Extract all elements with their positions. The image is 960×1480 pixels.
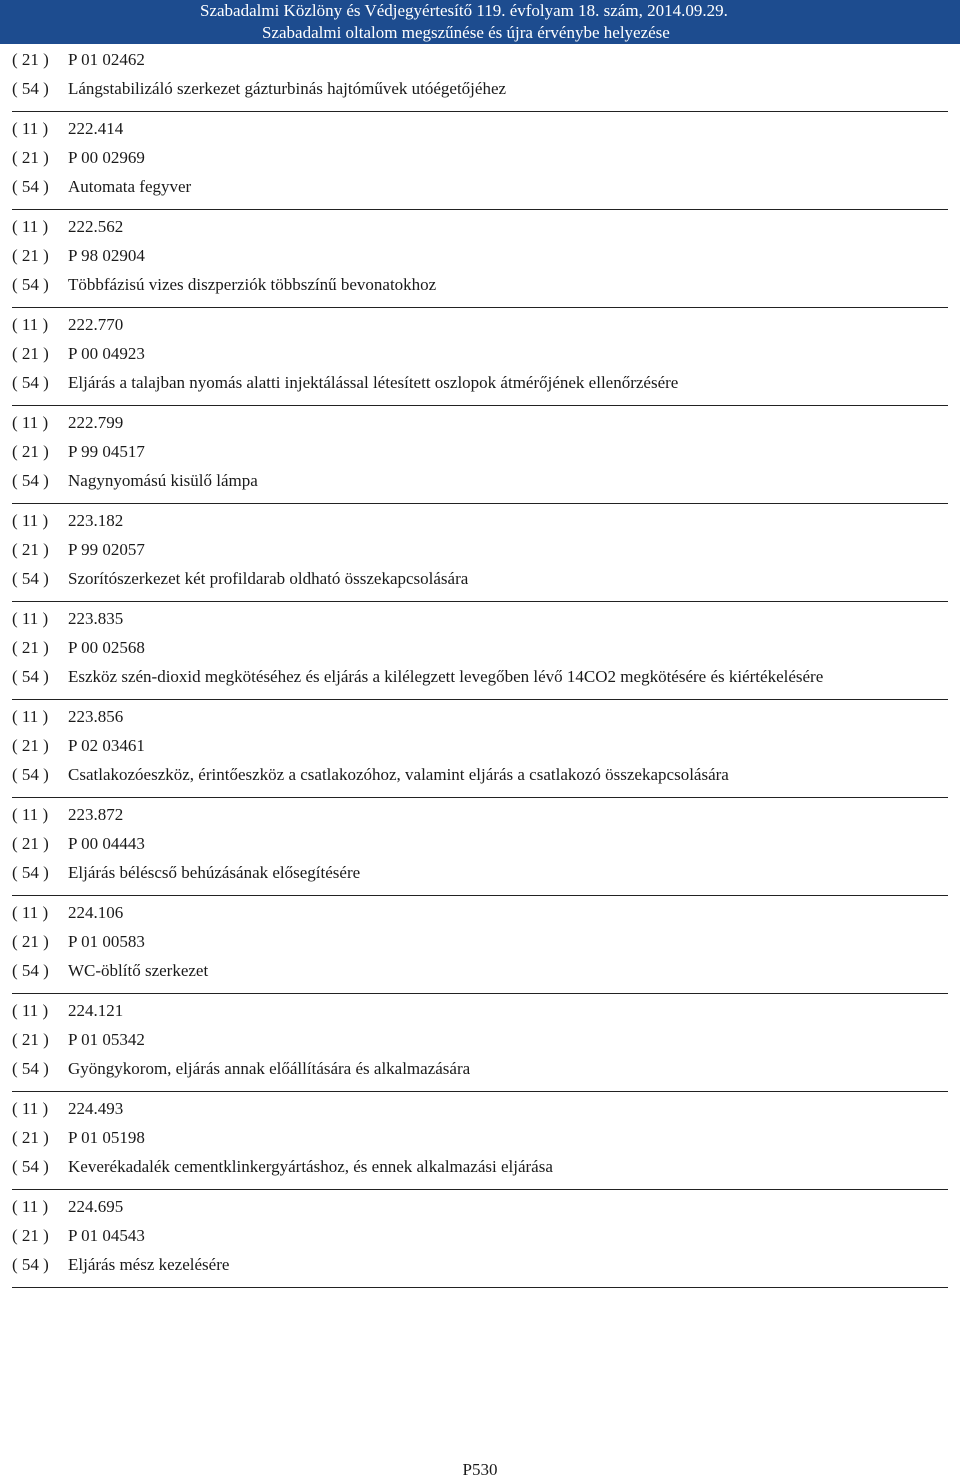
field-value: 222.414 bbox=[68, 119, 124, 138]
field-value: Lángstabilizáló szerkezet gázturbinás hajtóművek utóégetőjéhez bbox=[68, 79, 507, 98]
record-field-row bbox=[12, 702, 948, 731]
field-value: P 00 04443 bbox=[68, 834, 145, 853]
record-field-row bbox=[12, 662, 948, 691]
field-code: ( 11 ) bbox=[12, 413, 49, 432]
record-field-row bbox=[12, 466, 948, 495]
field-code: ( 21 ) bbox=[12, 344, 49, 363]
patent-record bbox=[12, 702, 948, 798]
publication-title: Szabadalmi Közlöny és Védjegyértesítő 119. évfolyam 18. szám, 2014.09.29. bbox=[200, 1, 728, 20]
field-code: ( 11 ) bbox=[12, 1001, 49, 1020]
page-header bbox=[0, 0, 960, 44]
record-field-row bbox=[12, 927, 948, 956]
field-code: ( 21 ) bbox=[12, 736, 49, 755]
field-value: P 01 04543 bbox=[68, 1226, 145, 1245]
record-field-row bbox=[12, 898, 948, 927]
field-value: 223.182 bbox=[68, 511, 124, 530]
field-value: 222.562 bbox=[68, 217, 124, 236]
record-field-row bbox=[12, 506, 948, 535]
field-code: ( 21 ) bbox=[12, 1128, 49, 1147]
field-code: ( 21 ) bbox=[12, 148, 49, 167]
field-value: 223.856 bbox=[68, 707, 124, 726]
field-code: ( 11 ) bbox=[12, 805, 49, 824]
field-code: ( 54 ) bbox=[12, 79, 49, 98]
field-code: ( 54 ) bbox=[12, 1059, 49, 1078]
field-value: WC-öblítő szerkezet bbox=[68, 961, 209, 980]
field-code: ( 21 ) bbox=[12, 1226, 49, 1245]
patent-record bbox=[12, 45, 948, 112]
field-code: ( 21 ) bbox=[12, 638, 49, 657]
field-code: ( 54 ) bbox=[12, 373, 49, 392]
field-value: P 99 04517 bbox=[68, 442, 145, 461]
field-value: Keverékadalék cementklinkergyártáshoz, és ennek alkalmazási eljárása bbox=[68, 1157, 553, 1176]
field-code: ( 21 ) bbox=[12, 932, 49, 951]
record-field-row bbox=[12, 564, 948, 593]
patent-record bbox=[12, 604, 948, 700]
patent-record-list bbox=[12, 45, 948, 1290]
field-value: 222.770 bbox=[68, 315, 124, 334]
field-code: ( 11 ) bbox=[12, 707, 49, 726]
patent-record bbox=[12, 898, 948, 994]
patent-record bbox=[12, 1192, 948, 1288]
patent-record bbox=[12, 408, 948, 504]
record-field-row bbox=[12, 604, 948, 633]
field-value: P 00 02568 bbox=[68, 638, 145, 657]
patent-record bbox=[12, 506, 948, 602]
record-field-row bbox=[12, 1054, 948, 1083]
field-value: 222.799 bbox=[68, 413, 124, 432]
record-field-row bbox=[12, 1094, 948, 1123]
field-code: ( 54 ) bbox=[12, 569, 49, 588]
field-value: Eljárás mész kezelésére bbox=[68, 1255, 230, 1274]
record-field-row bbox=[12, 368, 948, 397]
record-field-row bbox=[12, 74, 948, 103]
record-field-row bbox=[12, 270, 948, 299]
field-value: P 01 05198 bbox=[68, 1128, 145, 1147]
field-code: ( 54 ) bbox=[12, 471, 49, 490]
patent-record bbox=[12, 1094, 948, 1190]
record-field-row bbox=[12, 1152, 948, 1181]
field-value: Eljárás béléscső behúzásának elősegítésére bbox=[68, 863, 361, 882]
field-code: ( 54 ) bbox=[12, 863, 49, 882]
field-code: ( 11 ) bbox=[12, 119, 49, 138]
record-field-row bbox=[12, 858, 948, 887]
field-value: Automata fegyver bbox=[68, 177, 192, 196]
record-field-row bbox=[12, 1123, 948, 1152]
field-value: P 02 03461 bbox=[68, 736, 145, 755]
record-field-row bbox=[12, 241, 948, 270]
field-code: ( 21 ) bbox=[12, 834, 49, 853]
record-field-row bbox=[12, 535, 948, 564]
record-field-row bbox=[12, 212, 948, 241]
field-code: ( 11 ) bbox=[12, 1099, 49, 1118]
record-field-row bbox=[12, 956, 948, 985]
record-field-row bbox=[12, 1025, 948, 1054]
record-field-row bbox=[12, 829, 948, 858]
field-value: 224.121 bbox=[68, 1001, 124, 1020]
field-code: ( 11 ) bbox=[12, 1197, 49, 1216]
field-code: ( 21 ) bbox=[12, 246, 49, 265]
field-value: 224.493 bbox=[68, 1099, 124, 1118]
field-value: P 99 02057 bbox=[68, 540, 145, 559]
record-field-row bbox=[12, 1192, 948, 1221]
field-code: ( 11 ) bbox=[12, 217, 49, 236]
record-field-row bbox=[12, 633, 948, 662]
field-value: 224.695 bbox=[68, 1197, 124, 1216]
field-value: 224.106 bbox=[68, 903, 124, 922]
field-value: Eszköz szén-dioxid megkötéséhez és eljárás a kilélegzett levegőben lévő 14CO2 megkötésére és kiértékelésére bbox=[68, 667, 824, 686]
record-field-row bbox=[12, 408, 948, 437]
field-code: ( 54 ) bbox=[12, 961, 49, 980]
field-code: ( 54 ) bbox=[12, 177, 49, 196]
field-code: ( 54 ) bbox=[12, 275, 49, 294]
field-value: Nagynyomású kisülő lámpa bbox=[68, 471, 258, 490]
record-field-row bbox=[12, 800, 948, 829]
field-value: P 98 02904 bbox=[68, 246, 145, 265]
field-code: ( 54 ) bbox=[12, 765, 49, 784]
record-field-row bbox=[12, 143, 948, 172]
record-field-row bbox=[12, 996, 948, 1025]
field-value: P 00 04923 bbox=[68, 344, 145, 363]
field-code: ( 11 ) bbox=[12, 511, 49, 530]
field-code: ( 11 ) bbox=[12, 903, 49, 922]
field-value: Szorítószerkezet két profildarab oldható összekapcsolására bbox=[68, 569, 469, 588]
field-value: Gyöngykorom, eljárás annak előállítására és alkalmazására bbox=[68, 1059, 471, 1078]
record-field-row bbox=[12, 1250, 948, 1279]
page-number: P530 bbox=[462, 1460, 498, 1479]
record-field-row bbox=[12, 1221, 948, 1250]
record-field-row bbox=[12, 437, 948, 466]
field-code: ( 21 ) bbox=[12, 540, 49, 559]
field-value: 223.835 bbox=[68, 609, 124, 628]
field-value: Csatlakozóeszköz, érintőeszköz a csatlakozóhoz, valamint eljárás a csatlakozó összekapcsolására bbox=[68, 765, 729, 784]
field-value: Eljárás a talajban nyomás alatti injektálással létesített oszlopok átmérőjének ellenőrzésére bbox=[68, 373, 679, 392]
patent-record bbox=[12, 310, 948, 406]
patent-record bbox=[12, 212, 948, 308]
field-code: ( 54 ) bbox=[12, 1157, 49, 1176]
patent-record bbox=[12, 114, 948, 210]
field-code: ( 54 ) bbox=[12, 1255, 49, 1274]
field-code: ( 21 ) bbox=[12, 1030, 49, 1049]
field-value: 223.872 bbox=[68, 805, 124, 824]
field-code: ( 21 ) bbox=[12, 50, 49, 69]
section-title: Szabadalmi oltalom megszűnése és újra érvénybe helyezése bbox=[262, 23, 670, 42]
field-code: ( 11 ) bbox=[12, 315, 49, 334]
patent-record bbox=[12, 996, 948, 1092]
record-field-row bbox=[12, 731, 948, 760]
field-value: Többfázisú vizes diszperziók többszínű bevonatokhoz bbox=[68, 275, 437, 294]
record-field-row bbox=[12, 760, 948, 789]
record-field-row bbox=[12, 339, 948, 368]
field-code: ( 54 ) bbox=[12, 667, 49, 686]
field-value: P 00 02969 bbox=[68, 148, 145, 167]
field-value: P 01 05342 bbox=[68, 1030, 145, 1049]
record-field-row bbox=[12, 310, 948, 339]
patent-record bbox=[12, 800, 948, 896]
record-field-row bbox=[12, 172, 948, 201]
field-code: ( 21 ) bbox=[12, 442, 49, 461]
record-field-row bbox=[12, 114, 948, 143]
record-field-row bbox=[12, 45, 948, 74]
field-value: P 01 02462 bbox=[68, 50, 145, 69]
field-code: ( 11 ) bbox=[12, 609, 49, 628]
field-value: P 01 00583 bbox=[68, 932, 145, 951]
